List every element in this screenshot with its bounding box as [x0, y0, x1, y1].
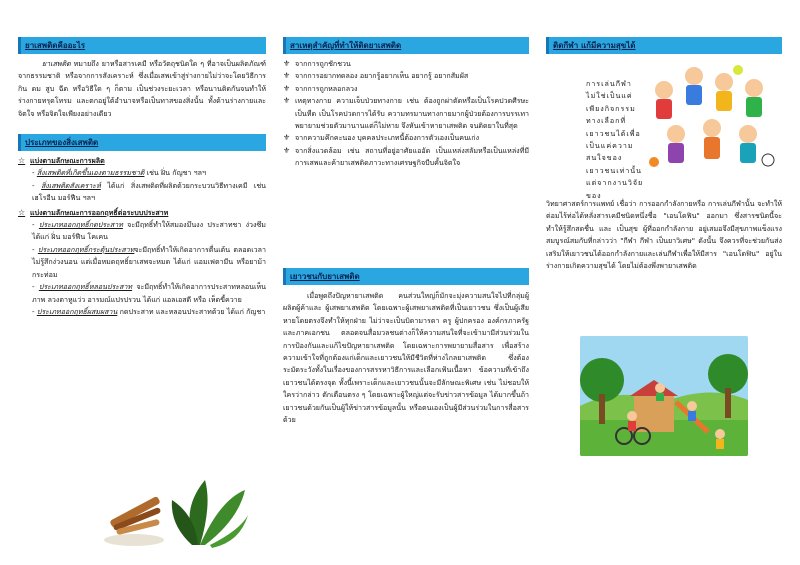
fleur-icon: ⚜ — [283, 59, 291, 68]
section-header-causes: สาเหตุสำคัญที่ทำให้ติดยาเสพติด — [283, 37, 529, 54]
sports-paragraph-top: การเล่นกีฬา ไม่ใช่เป็นแค่เพียงกิจกรรมทางเลือกที่เยาวชนได้เพื่อเป็นแค่ความสนใจของเยาวชนเท่านั้น แต่จากงานวิจัยของ — [586, 79, 644, 200]
star-icon: ☆ — [18, 156, 26, 166]
sports-paragraph-body: วิทยาศาสตร์การแพทย์ เชื่อว่า การออกกำลังกายหรือ การเล่นกีฬานั้น จะทำให้ต่อมไร้ท่อได้หลั่งสารเคมีชนิดหนึ่งชื่อ "เอนโดฟิน" ออกมา ซึ่งสารชนิดนี้จะทำให้รู้สึกสดชื่น และ เป็นสุข ผู้ที่ออกกำลังกาย อยู่เสมอจึงมีสุขภาพแข็งแรง สมบูรณ์สมกับที่กล่าวว่า "กีฬา กีฬา เป็นยาวิเศษ" ดังนั้น จึงควรที่จะช่วยกันส่งเสริมให้เยาวชนได้ออกกำลังกายและเล่นกีฬาเพื่อให้มีสาร "เอนโดฟิน" อยู่ในร่างกายเกิดความสุขได้ โดยไม่ต้องพึ่งพายาเสพติด — [546, 199, 782, 271]
section-header-sports: ติดกีฬา แก้มีความสุขได้ — [546, 37, 782, 54]
star-icon: ☆ — [18, 207, 26, 217]
list-item: - สิ่งเสพติดสังเคราะห์ ได้แก่ สิ่งเสพติดที่ผลิตด้วยกระบวนวิธีทางเคมี เช่น เฮโรอีน มอร์ฟีน ฯลฯ — [32, 180, 266, 203]
youth-paragraph: เมื่อพูดถึงปัญหายาเสพติด คนส่วนใหญ่ก็มักจะมุ่งความสนใจไปที่กลุ่มผู้ผลิตผู้ค้าและ ผู้เสพยาเสพติด โดยเฉพาะผู้เสพยาเสพติดที่เป็นเยาวชน ซึ่งเป็นผู้เสียหายโดยตรงจึงทำให้ทุกฝ่าย ไม่ว่าจะเป็นบิดามารดา ครู ผู้ปกครอง องค์กรภาครัฐ และภาคเอกชน ตลอดจนสื่อมวลชนต่างก็ให้ความสนใจที่จะเข้ามามีส่วนร่วมในการป้องกันและแก้ไขปัญหายาเสพติด โดยเฉพาะการพยายามสื่อสาร เพื่อสร้างความเข้าใจที่ถูกต้องแก่เด็กและเยาวชนให้มีชีวิตที่ห่างไกลยาเสพติด ซึ่งต้องระมัดระวังทั้งในเรื่องของการสรรหาวิธีการและเลือกเฟ้นเนื้อหา ข้อความที่เข้าถึงเยาวชนได้ตรงจุด ทั้งนี้เพราะเด็กและเยาวชนนั้นจะมีลักษณะพิเศษ เช่น ไม่ชอบให้ใครว่ากล่าว ตักเตือนตรง ๆ โดยเฉพาะผู้ใหญ่แต่จะรับข่าวสารข้อมูล ได้มากขึ้นถ้าเยาวชนด้วยกันเป็นผู้ให้ข่าวสารข้อมูลนั้น หรือตนเองเป็นผู้มีส่วนร่วมในการสื่อสารด้วย — [283, 291, 529, 425]
column-3 — [546, 0, 782, 565]
playground-image — [580, 336, 748, 456]
intro-paragraph: ยาเสพติด หมายถึง ยาหรือสารเคมี หรือวัตถุชนิดใด ๆ ที่อาจเป็นผลิตภัณฑ์จากธรรมชาติ หรือจากการสังเคราะห์ ซึ่งเมื่อเสพเข้าสู่ร่างกายไม่ว่าจะโดยวิธีการกิน ดม สูบ ฉีด หรือวิธีใด ๆ ก็ตาม เป็นช่วงระยะเวลา หรือนานติดกันจนทำให้ร่างกายทรุดโทรม และตกอยู่ใต้อำนาจหรือเป็นทาสของสิ่งนั้น ทั้งด้านร่างกายและจิตใจ หรือจิตใจเพียงอย่างเดียว — [18, 59, 266, 118]
section-header-what-is-drug: ยาเสพติดคืออะไร — [18, 37, 266, 54]
section-header-youth: เยาวชนกับยาเสพติด — [283, 268, 529, 285]
fleur-icon: ⚜ — [283, 133, 291, 143]
fleur-icon: ⚜ — [283, 83, 291, 93]
list-item: - ประเภทออกฤทธิ์กดประสาท จะมีฤทธิ์ทำให้สมองมึนงง ประสาทชา ง่วงซึม ได้แก่ ฝิ่น มอร์ฟีน โคเคน — [32, 220, 266, 242]
fleur-icon: ⚜ — [283, 71, 291, 81]
fleur-icon: ⚜ — [283, 96, 291, 106]
section-header-drug-types: ประเภทของสิ่งเสพติด — [18, 134, 266, 151]
list-item: - ประเภทออกฤทธิ์ผสมผสาน กดประสาท และหลอนประสาทด้วย ได้แก่ กัญชา — [32, 306, 266, 316]
list-item: ⚜ จากการถูกหลอกลวง — [283, 83, 529, 95]
list-item: ⚜ จากสิ่งแวดล้อม เช่น สถานที่อยู่อาศัยแออัด เป็นแหล่งสลัมหรือเป็นแหล่งที่มีการเสพและค้ายาเสพติดภาวะทางเศรษฐกิจบีบคั้นจิตใจ — [283, 145, 529, 168]
list-item: ⚜ จากการอยากทดลอง อยากรู้อยากเห็น อยากรู้ อยากสัมผัส — [283, 70, 529, 82]
kids-sports-image — [646, 62, 776, 170]
list-item: - ประเภทออกฤทธิ์กระตุ้นประสาทจะมีฤทธิ์ทำให้เกิดอาการตื่นเต้น ตลอดเวลา ไม่รู้สึกง่วงนอน แต่เมื่อหมดฤทธิ์ยาเสพจะหมด ได้แก่ แอมเฟตามีน หรือยาม้า กระท่อม — [32, 244, 266, 279]
list-item: - ประเภทออกฤทธิ์หลอนประสาท จะมีฤทธิ์ทำให้เกิดอาการประสาทหลอนเห็นภาพ ลวงตาหูแว่ว อารมณ์แปรปรวน ได้แก่ แอลเอสดี หรือ เห็ดขี้ควาย — [32, 282, 266, 304]
list-item: ⚜ เหตุทางกาย ความเจ็บป่วยทางกาย เช่น ต้องถูกผ่าตัดหรือเป็นโรคปวดศีรษะ เป็นหืด เป็นโรคปวดการได้รับ ความทรมานทางกายมากผู้ป่วยต้องการบรรเทา พยายามช่วยตัวมานานแต่ก็ไม่หาย จึงหันเข้าหายาเสพติด จนติดยาในที่สุด — [283, 96, 529, 131]
list-item: ⚜ จากความคึกคะนอง บุคคลประเภทนี้ต้องการตัวเองเป็นคนเก่ง — [283, 132, 529, 144]
category-1-title: ☆ แบ่งตามลักษณะการผลิต — [18, 156, 105, 166]
list-item: ⚜ จากการถูกชักชวน — [283, 58, 529, 70]
column-1 — [18, 0, 266, 565]
list-item: - สิ่งเสพติดที่เกิดขึ้นเองตามธรรมชาติ เช่น ฝิ่น กัญชา ฯลฯ — [32, 168, 206, 178]
column-2 — [283, 0, 529, 565]
category-2-title: ☆ แบ่งตามลักษณะการออกฤทธิ์ต่อระบบประสาท — [18, 207, 169, 217]
causes-list — [283, 58, 529, 170]
fleur-icon: ⚜ — [283, 145, 291, 155]
drug-plants-image — [100, 470, 250, 550]
